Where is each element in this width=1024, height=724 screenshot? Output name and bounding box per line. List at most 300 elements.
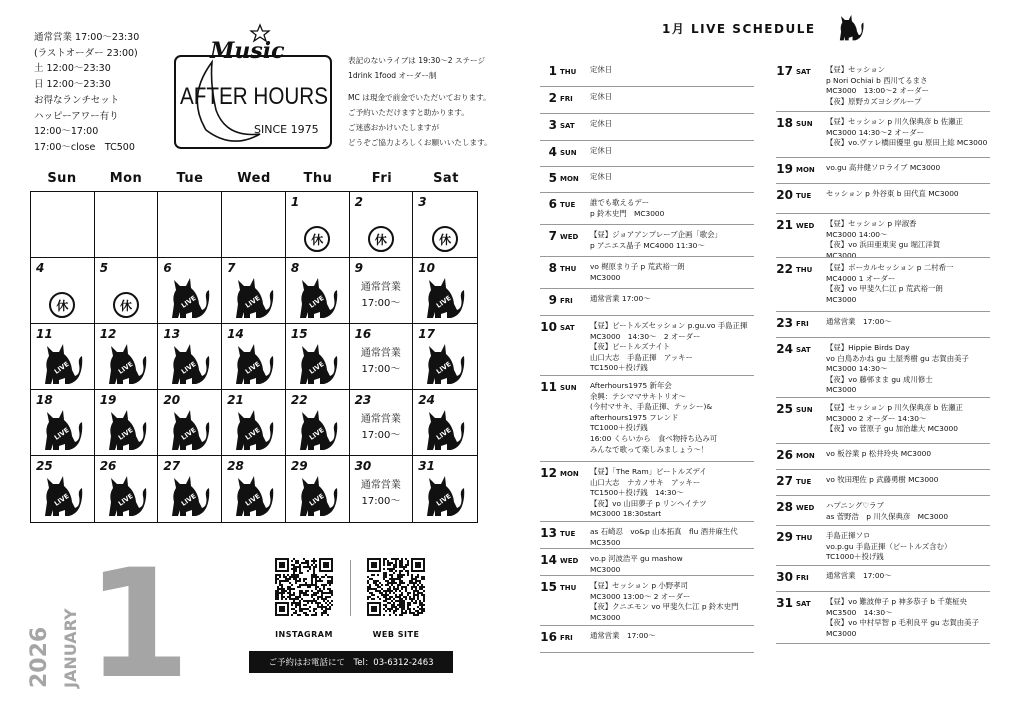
- notice-line: ご予約いただけますと助かります。: [348, 108, 469, 117]
- schedule-weekday: TUE: [560, 201, 576, 209]
- schedule-day-row: [776, 444, 990, 470]
- schedule-day-row: [540, 257, 754, 289]
- notice-line: MC は現金で前金でいただいております。: [348, 93, 491, 102]
- schedule-event-line: vo 梶原まり子 p 荒武裕一朗: [590, 262, 685, 271]
- schedule-event-line: 【昼】セッション p 小野孝司: [590, 581, 688, 590]
- schedule-event-line: 通常営業 17:00〜: [590, 631, 656, 640]
- schedule-day-row: [540, 193, 754, 225]
- schedule-event-line: MC3000 18:30start: [590, 509, 662, 519]
- schedule-event-line: p アニエス晶子 MC4000 11:30〜: [590, 240, 705, 250]
- schedule-day-row: [540, 376, 754, 462]
- instagram-qr-code[interactable]: [275, 558, 333, 616]
- day-number: 26: [99, 459, 117, 473]
- month-year-text: 2026: [27, 626, 52, 688]
- calendar-day-cell: [286, 324, 350, 390]
- schedule-event-line: 16:00 くらいから 食べ物持ち込み可: [590, 433, 718, 443]
- schedule-event-line: 【昼】Hippie Birds Day: [826, 343, 910, 352]
- schedule-day-number: 22: [776, 262, 793, 276]
- schedule-event: [590, 316, 754, 375]
- schedule-event-line: MC3000 14:30〜 2 オーダー: [590, 331, 701, 341]
- schedule-weekday: MON: [796, 452, 815, 460]
- schedule-day-number: 29: [776, 530, 793, 544]
- schedule-event-line: 山口大志 手島正揮 アッキー: [590, 352, 693, 362]
- day-number: 4: [36, 261, 45, 275]
- schedule-event-line: MC3000: [826, 294, 857, 304]
- schedule-event-line: 通常営業 17:00〜: [826, 571, 892, 580]
- regular-hours-text: [350, 478, 413, 510]
- schedule-event: [590, 225, 754, 256]
- weekday-wed: Wed: [237, 171, 271, 186]
- schedule-event-line: 通常営業 17:00〜: [590, 294, 651, 303]
- january-calendar: [30, 191, 478, 523]
- schedule-day-number: 7: [548, 229, 557, 243]
- schedule-event-line: MC3000 13:00〜2 オーダー: [826, 86, 930, 96]
- live-cat-icon: [294, 406, 338, 452]
- schedule-event: [826, 496, 990, 525]
- calendar-day-cell: [158, 192, 222, 258]
- schedule-weekday: SUN: [560, 149, 577, 157]
- calendar-day-cell: [222, 456, 286, 522]
- schedule-event: [590, 114, 754, 140]
- schedule-event: [590, 257, 754, 288]
- logo-since-text: SINCE 1975: [254, 123, 319, 136]
- schedule-column-1: [540, 60, 754, 653]
- day-number: 27: [163, 459, 181, 473]
- live-label: LIVE: [116, 360, 135, 376]
- schedule-weekday: TUE: [796, 192, 812, 200]
- schedule-day-row: [540, 114, 754, 141]
- notice-line: ご迷惑おかけいたしますが: [348, 123, 440, 132]
- live-label: LIVE: [180, 294, 198, 310]
- regular-hours-line: 17:00〜: [361, 298, 401, 309]
- schedule-event-line: MC3000: [590, 272, 621, 282]
- calendar-day-cell: [31, 258, 95, 324]
- regular-hours-text: [350, 412, 413, 444]
- schedule-event: [590, 167, 754, 192]
- live-cat-icon: [230, 340, 274, 386]
- day-number: 13: [163, 327, 181, 341]
- calendar-day-cell: [350, 192, 414, 258]
- calendar-day-cell: [95, 192, 159, 258]
- schedule-event: [826, 592, 990, 643]
- regular-hours-line: 17:00〜: [361, 496, 401, 507]
- schedule-event-line: みんなで歌って楽しみましょう〜！: [590, 444, 709, 454]
- closed-badge: 休: [304, 226, 330, 252]
- schedule-event: [826, 566, 990, 591]
- live-cat-icon: [421, 472, 465, 518]
- schedule-event: [826, 214, 990, 257]
- live-cat-icon: [230, 274, 274, 320]
- live-label: LIVE: [307, 294, 326, 310]
- schedule-event-line: 【昼】「The Ram」ビートルズデイ: [590, 467, 707, 476]
- schedule-event-line: 手島正揮ソロ: [826, 531, 871, 540]
- day-number: 23: [354, 393, 372, 407]
- schedule-day-row: [776, 158, 990, 184]
- schedule-event-line: 【夜】vo 中村早智 p 毛利良平 gu 志賀由美子: [826, 618, 979, 628]
- schedule-day-number: 11: [540, 380, 557, 394]
- schedule-weekday: MON: [560, 175, 579, 183]
- schedule-day-row: [540, 141, 754, 167]
- schedule-day-number: 2: [548, 91, 557, 105]
- calendar-day-cell: [350, 258, 414, 324]
- schedule-event-line: Afterhours1975 新年会: [590, 381, 672, 390]
- live-cat-icon: [294, 472, 338, 518]
- regular-hours-line: 17:00〜: [361, 364, 401, 375]
- live-cat-icon: [103, 340, 147, 386]
- logo-music-text: Music: [210, 38, 285, 64]
- calendar-day-cell: [222, 192, 286, 258]
- schedule-title: 1月 LIVE SCHEDULE: [662, 22, 816, 36]
- schedule-day-number: 13: [540, 526, 557, 540]
- schedule-event-line: as 菅野浩 p 川久保典彦 MC3000: [826, 511, 949, 521]
- schedule-weekday: WED: [560, 557, 579, 565]
- schedule-day-number: 4: [548, 145, 557, 159]
- schedule-day-number: 3: [548, 118, 557, 132]
- hours-line: 12:00〜17:00: [34, 126, 99, 138]
- schedule-weekday: WED: [796, 504, 815, 512]
- schedule-day-row: [540, 60, 754, 87]
- regular-hours-line: 通常営業: [360, 480, 401, 491]
- schedule-event-line: 余興：テシママサキトリオ〜: [590, 391, 686, 401]
- after-hours-logo: [172, 22, 337, 152]
- schedule-day-number: 27: [776, 474, 793, 488]
- schedule-event-line: vo.gu 高井健ソロライブ MC3000: [826, 163, 941, 172]
- calendar-day-cell: [158, 324, 222, 390]
- schedule-event: [826, 526, 990, 565]
- schedule-day-row: [540, 576, 754, 626]
- day-number: 7: [227, 261, 236, 275]
- schedule-event-line: TC1000＋投げ銭: [590, 423, 648, 433]
- schedule-weekday: THU: [560, 584, 577, 592]
- calendar-day-cell: [31, 390, 95, 456]
- schedule-event-line: 【昼】ボーカルセッション p 二村希一: [826, 263, 954, 272]
- schedule-day-row: [540, 522, 754, 549]
- live-label: LIVE: [243, 426, 262, 442]
- schedule-event-line: MC3000 14:00〜: [826, 229, 888, 239]
- schedule-weekday: FRI: [560, 297, 573, 305]
- live-cat-icon: [230, 472, 274, 518]
- closed-badge: 休: [49, 292, 75, 318]
- live-label: LIVE: [435, 426, 453, 442]
- schedule-day-row: [776, 338, 990, 398]
- calendar-day-cell: [286, 258, 350, 324]
- schedule-event-line: TC1000＋投げ銭: [826, 552, 884, 562]
- schedule-weekday: FRI: [796, 320, 809, 328]
- day-number: 18: [36, 393, 53, 407]
- schedule-event-line: MC3000 13:00〜 2 オーダー: [590, 591, 691, 601]
- hours-line: 日 12:00〜23:30: [34, 79, 111, 91]
- live-cat-icon: [294, 340, 338, 386]
- schedule-day-row: [540, 462, 754, 522]
- live-cat-icon: [103, 472, 147, 518]
- month-number: 1: [86, 538, 191, 712]
- schedule-event-line: MC3000: [826, 628, 857, 638]
- schedule-event-line: MC3500 14:30〜: [826, 607, 893, 617]
- day-number: 1: [290, 195, 300, 209]
- closed-badge: 休: [368, 226, 394, 252]
- live-label: LIVE: [116, 426, 135, 442]
- live-label: LIVE: [435, 492, 453, 508]
- month-name-text: JANUARY: [61, 608, 80, 688]
- day-number: 29: [290, 459, 308, 473]
- calendar-day-cell: [31, 456, 95, 522]
- schedule-weekday: FRI: [560, 95, 573, 103]
- schedule-weekday: THU: [796, 266, 813, 274]
- month-year-vertical: [20, 580, 80, 690]
- cat-icon: [836, 12, 864, 42]
- schedule-event-line: 定休日: [590, 172, 613, 181]
- weekday-sat: Sat: [433, 171, 459, 186]
- hours-line: 17:00〜close TC500: [34, 141, 135, 153]
- schedule-event: [826, 258, 990, 311]
- schedule-weekday: MON: [796, 166, 815, 174]
- closed-badge: 休: [432, 226, 458, 252]
- schedule-day-number: 8: [548, 261, 557, 275]
- weekday-fri: Fri: [371, 171, 393, 186]
- hours-line: 土 12:00〜23:30: [34, 63, 111, 75]
- day-number: 19: [99, 393, 117, 407]
- weekday-thu: Thu: [303, 171, 333, 186]
- calendar-day-cell: [413, 192, 477, 258]
- calendar-day-cell: [286, 192, 350, 258]
- day-number: 17: [418, 327, 435, 341]
- live-cat-icon: [230, 406, 274, 452]
- schedule-event-line: p 鈴木史門 MC3000: [590, 208, 665, 218]
- day-number: 21: [227, 393, 244, 407]
- schedule-day-row: [776, 112, 990, 158]
- live-cat-icon: [166, 340, 210, 386]
- schedule-event-line: MC4000 1 オーダー: [826, 273, 896, 283]
- day-number: 10: [418, 261, 435, 275]
- notice-line: 1drink 1food オーダー制: [348, 71, 437, 80]
- schedule-event-line: 【夜】原野カズヨシグループ: [826, 96, 922, 106]
- schedule-event-line: 【昼】vo 難波伸子 p 神多恭子 b 千葉柾央: [826, 597, 967, 606]
- schedule-event-line: MC3000 14:30〜2 オーダー: [826, 127, 924, 137]
- schedule-event-line: TC1500＋投げ銭 14:30〜: [590, 488, 684, 498]
- schedule-day-number: 26: [776, 448, 793, 462]
- day-number: 30: [354, 459, 372, 473]
- live-notice: [348, 53, 518, 150]
- schedule-weekday: FRI: [560, 634, 573, 642]
- day-number: 9: [354, 261, 363, 275]
- schedule-event-line: 【夜】vo 山田夢子 p リンヘイテツ: [590, 498, 707, 508]
- hours-line: お得なランチセット: [34, 94, 120, 106]
- calendar-day-cell: [413, 390, 477, 456]
- day-number: 24: [418, 393, 435, 407]
- schedule-event-line: MC3000 2 オーダー 14:30〜: [826, 413, 927, 423]
- schedule-event: [590, 626, 754, 652]
- schedule-weekday: TUE: [796, 478, 812, 486]
- live-cat-icon: [103, 406, 147, 452]
- schedule-event: [590, 376, 754, 461]
- schedule-event-line: 通常営業 17:00〜: [826, 317, 892, 326]
- schedule-column-2: [776, 60, 990, 644]
- calendar-day-cell: [413, 456, 477, 522]
- calendar-day-cell: [158, 456, 222, 522]
- schedule-event-line: 【昼】セッション p 川久保典彦 b 佐瀬正: [826, 403, 963, 412]
- live-label: LIVE: [307, 360, 326, 376]
- day-number: 31: [418, 459, 435, 473]
- day-number: 5: [99, 261, 109, 275]
- schedule-day-row: [776, 312, 990, 338]
- schedule-event-line: 定休日: [590, 92, 613, 101]
- calendar-day-cell: [413, 324, 477, 390]
- calendar-day-cell: [158, 390, 222, 456]
- schedule-event-line: MC3000: [826, 250, 857, 257]
- schedule-event-line: afterhours1975 フレンド: [590, 412, 679, 422]
- day-number: 15: [290, 327, 308, 341]
- schedule-event: [826, 398, 990, 443]
- day-number: 8: [290, 261, 300, 275]
- live-cat-icon: [421, 406, 465, 452]
- schedule-event-line: 【夜】vo 浜田亜東実 gu 堀江洋賀: [826, 240, 941, 250]
- regular-hours-line: 通常営業: [360, 414, 401, 425]
- live-label: LIVE: [52, 492, 71, 508]
- calendar-day-cell: [95, 390, 159, 456]
- schedule-day-row: [540, 289, 754, 316]
- schedule-event-line: 【昼】ジョアアンプレーブ企画「歌会」: [590, 230, 722, 239]
- calendar-day-cell: [222, 258, 286, 324]
- schedule-event: [590, 549, 754, 575]
- schedule-day-row: [540, 316, 754, 376]
- schedule-day-row: [540, 549, 754, 576]
- schedule-event: [826, 158, 990, 183]
- schedule-day-number: 1: [548, 64, 557, 78]
- day-number: 11: [36, 327, 53, 341]
- schedule-day-number: 6: [548, 197, 557, 211]
- live-label: LIVE: [52, 360, 71, 376]
- hours-line: 通常営業 17:00〜23:30: [34, 32, 140, 43]
- schedule-weekday: THU: [560, 68, 577, 76]
- schedule-event-line: as 石崎忍 vo&p 山本拓真 flu 酒井麻生代: [590, 527, 738, 536]
- schedule-day-number: 18: [776, 116, 793, 130]
- schedule-weekday: THU: [560, 265, 577, 273]
- day-number: 22: [290, 393, 308, 407]
- calendar-day-cell: [31, 324, 95, 390]
- schedule-day-row: [776, 214, 990, 258]
- schedule-weekday: MON: [560, 470, 579, 478]
- website-qr-code[interactable]: [367, 558, 425, 616]
- day-number: 12: [99, 327, 117, 341]
- notice-line: 表記のないライブは 19:30〜2 ステージ: [348, 56, 486, 65]
- day-number: 25: [36, 459, 53, 473]
- instagram-label: INSTAGRAM: [275, 630, 333, 639]
- calendar-day-cell: [222, 390, 286, 456]
- day-number: 3: [418, 195, 427, 209]
- live-label: LIVE: [116, 492, 135, 508]
- schedule-day-number: 31: [776, 596, 793, 610]
- live-label: LIVE: [243, 360, 262, 376]
- schedule-day-number: 23: [776, 316, 793, 330]
- schedule-day-row: [540, 167, 754, 193]
- schedule-event-line: 【昼】セッション: [826, 65, 885, 74]
- regular-hours-text: [350, 346, 413, 378]
- schedule-event-line: MC3000: [590, 564, 621, 574]
- weekday-sun: Sun: [47, 171, 77, 186]
- schedule-event-line: 【昼】ビートルズセッション p.gu.vo 手島正揮: [590, 321, 748, 330]
- live-label: LIVE: [435, 294, 453, 310]
- live-cat-icon: [421, 340, 465, 386]
- live-label: LIVE: [243, 492, 262, 508]
- reservation-phone-bar: ご予約はお電話にて Tel：03-6312-2463: [249, 651, 453, 673]
- schedule-day-row: [540, 87, 754, 114]
- schedule-weekday: TUE: [560, 530, 576, 538]
- calendar-day-cell: [95, 258, 159, 324]
- schedule-day-row: [776, 566, 990, 592]
- schedule-event-line: p Nori Ochiai b 西川てるまさ: [826, 75, 928, 85]
- live-cat-icon: [421, 274, 465, 320]
- schedule-day-row: [776, 496, 990, 526]
- logo-graphic: [172, 22, 337, 152]
- calendar-day-cell: [413, 258, 477, 324]
- schedule-day-number: 12: [540, 466, 557, 480]
- calendar-day-cell: [286, 456, 350, 522]
- schedule-weekday: SUN: [796, 120, 813, 128]
- schedule-day-number: 9: [548, 293, 557, 307]
- website-label: WEB SITE: [372, 630, 420, 639]
- notice-line: [348, 83, 518, 90]
- calendar-day-cell: [158, 258, 222, 324]
- schedule-event: [826, 184, 990, 213]
- schedule-event-line: MC3000 14:30〜: [826, 364, 888, 374]
- live-label: LIVE: [180, 492, 198, 508]
- schedule-weekday: WED: [560, 233, 579, 241]
- schedule-event-line: (今村マサキ、手島正揮、テッシー)&: [590, 402, 713, 412]
- schedule-event-line: 【夜】vo 菅原子 gu 加治雄大 MC3000: [826, 424, 958, 434]
- schedule-day-row: [776, 258, 990, 312]
- schedule-event-line: TC1500＋投げ銭: [590, 363, 648, 373]
- schedule-event-line: 【夜】vo 甲斐久仁江 p 荒武裕一朗: [826, 284, 943, 294]
- live-label: LIVE: [307, 492, 326, 508]
- schedule-weekday: SAT: [796, 600, 811, 608]
- schedule-event: [826, 60, 990, 111]
- schedule-event-line: 定休日: [590, 146, 613, 155]
- weekday-tue: Tue: [176, 171, 204, 186]
- schedule-day-row: [776, 184, 990, 214]
- calendar-day-cell: [286, 390, 350, 456]
- schedule-event-line: 定休日: [590, 65, 613, 74]
- schedule-event-line: 誰でも歌えるデー: [590, 198, 650, 207]
- regular-hours-line: 通常営業: [360, 282, 401, 293]
- day-number: 28: [227, 459, 244, 473]
- day-number: 6: [163, 261, 172, 275]
- live-label: LIVE: [435, 360, 453, 376]
- schedule-event: [826, 444, 990, 469]
- schedule-event-line: 定休日: [590, 119, 613, 128]
- schedule-day-row: [776, 470, 990, 496]
- schedule-day-number: 19: [776, 162, 793, 176]
- schedule-event: [590, 522, 754, 548]
- live-cat-icon: [39, 406, 83, 452]
- live-cat-icon: [39, 340, 83, 386]
- live-cat-icon: [39, 472, 83, 518]
- schedule-day-row: [776, 60, 990, 112]
- logo-main-text: AFTER HOURS: [180, 83, 328, 110]
- schedule-event-line: セッション p 外谷東 b 田代直 MC3000: [826, 189, 959, 198]
- qr-divider: [350, 560, 351, 616]
- schedule-event-line: vo 板谷業 p 松井玲央 MC3000: [826, 449, 932, 458]
- schedule-day-row: [540, 626, 754, 653]
- schedule-event: [590, 193, 754, 224]
- schedule-day-number: 28: [776, 500, 793, 514]
- schedule-weekday: THU: [796, 534, 813, 542]
- schedule-day-number: 16: [540, 630, 557, 644]
- calendar-day-cell: [95, 324, 159, 390]
- schedule-event-line: vo 牧田理佐 p 武藤勇樹 MC3000: [826, 475, 939, 484]
- regular-hours-line: 通常営業: [360, 348, 401, 359]
- day-number: 20: [163, 393, 181, 407]
- calendar-day-cell: [350, 324, 414, 390]
